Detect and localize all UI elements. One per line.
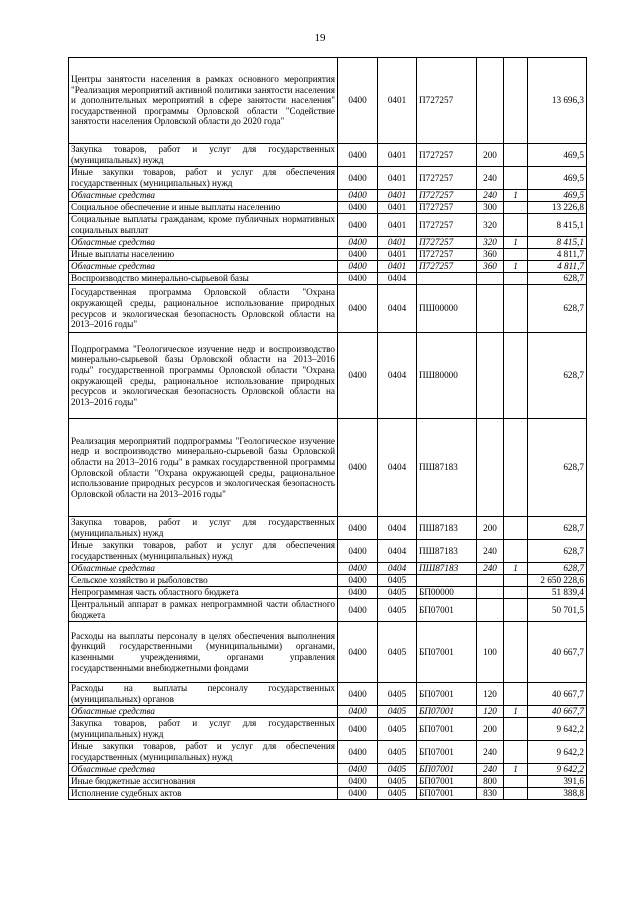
row-name-cell: Областные средства: [69, 237, 338, 249]
row-funding-source: 1: [504, 563, 528, 575]
row-subsection-code: 0405: [378, 776, 417, 788]
row-section-code: 0400: [338, 683, 378, 706]
row-target-article: БП00000: [417, 587, 477, 599]
row-funding-source: 1: [504, 706, 528, 718]
row-amount: 469,5: [528, 144, 587, 167]
table-row: [69, 718, 587, 741]
row-target-article: БП07001: [417, 741, 477, 764]
row-funding-source: 1: [504, 764, 528, 776]
row-target-article: ПШ87183: [417, 540, 477, 563]
row-amount: 9 642,2: [528, 741, 587, 764]
row-section-code: 0400: [338, 58, 378, 144]
row-amount: 628,7: [528, 419, 587, 517]
row-target-article: БП07001: [417, 788, 477, 800]
row-amount: 13 696,3: [528, 58, 587, 144]
row-subsection-code: 0401: [378, 190, 417, 202]
row-section-code: 0400: [338, 237, 378, 249]
page-number: 19: [314, 32, 326, 44]
row-name-cell: Иные закупки товаров, работ и услуг для обеспечения государственных (муниципальных) нужд: [69, 167, 338, 190]
row-subsection-code: 0401: [378, 214, 417, 237]
row-funding-source: [504, 273, 528, 285]
row-name-cell: Иные бюджетные ассигнования: [69, 776, 338, 788]
row-target-article: П727257: [417, 58, 477, 144]
row-name-cell: Иные закупки товаров, работ и услуг для обеспечения государственных (муниципальных) нужд: [69, 741, 338, 764]
row-target-article: П727257: [417, 202, 477, 214]
row-amount: 628,7: [528, 273, 587, 285]
table-row: [69, 683, 587, 706]
table-row: [69, 599, 587, 622]
row-expense-type: 240: [477, 190, 504, 202]
table-row: [69, 517, 587, 540]
table-row: [69, 261, 587, 273]
row-funding-source: [504, 540, 528, 563]
row-funding-source: [504, 622, 528, 683]
row-name-cell: Закупка товаров, работ и услуг для государственных (муниципальных) нужд: [69, 517, 338, 540]
row-section-code: 0400: [338, 718, 378, 741]
row-subsection-code: 0404: [378, 285, 417, 333]
row-target-article: П727257: [417, 237, 477, 249]
row-name-cell: Государственная программа Орловской области "Охрана окружающей среды, рациональное использование природных ресурсов и экологическая безопасность Орловской области на 2013–2016 годы": [69, 285, 338, 333]
row-expense-type: 830: [477, 788, 504, 800]
row-target-article: П727257: [417, 261, 477, 273]
row-name-cell: Социальные выплаты гражданам, кроме публичных нормативных социальных выплат: [69, 214, 338, 237]
row-expense-type: 360: [477, 249, 504, 261]
row-subsection-code: 0405: [378, 575, 417, 587]
row-section-code: 0400: [338, 587, 378, 599]
row-target-article: БП07001: [417, 718, 477, 741]
row-target-article: БП07001: [417, 622, 477, 683]
table-row: [69, 587, 587, 599]
row-name-cell: Центры занятости населения в рамках основного мероприятия "Реализация мероприятий активной политики занятости населения и дополнительных мероприятий в сфере занятости населения" государственной программы Орловской области "Содействие занятости населения Орловской области до 2020 года": [69, 58, 338, 144]
row-amount: 40 667,7: [528, 683, 587, 706]
row-funding-source: [504, 167, 528, 190]
table-row: [69, 764, 587, 776]
table-row: [69, 249, 587, 261]
row-amount: 469,5: [528, 190, 587, 202]
row-name-cell: Исполнение судебных актов: [69, 788, 338, 800]
row-subsection-code: 0405: [378, 741, 417, 764]
table-row: [69, 58, 587, 144]
row-name-cell: Реализация мероприятий подпрограммы "Геологическое изучение недр и воспроизводство минерально-сырьевой базы Орловской области на 2013–2016 годы" в рамках государственной программы Орловской области "Охрана окружающей среды, рациональное использование природных ресурсов и экологическая безопасность Орловской области на 2013–2016 годы": [69, 419, 338, 517]
row-subsection-code: 0404: [378, 273, 417, 285]
row-section-code: 0400: [338, 776, 378, 788]
row-target-article: БП07001: [417, 683, 477, 706]
row-expense-type: 200: [477, 144, 504, 167]
row-amount: 4 811,7: [528, 261, 587, 273]
row-subsection-code: 0405: [378, 622, 417, 683]
row-funding-source: 1: [504, 261, 528, 273]
row-section-code: 0400: [338, 261, 378, 273]
row-funding-source: [504, 776, 528, 788]
row-section-code: 0400: [338, 599, 378, 622]
row-expense-type: [477, 273, 504, 285]
row-funding-source: [504, 285, 528, 333]
row-section-code: 0400: [338, 273, 378, 285]
row-amount: 628,7: [528, 540, 587, 563]
row-amount: 628,7: [528, 517, 587, 540]
row-expense-type: 120: [477, 706, 504, 718]
row-funding-source: [504, 58, 528, 144]
row-name-cell: Областные средства: [69, 563, 338, 575]
row-funding-source: [504, 599, 528, 622]
row-funding-source: [504, 249, 528, 261]
table-row: [69, 540, 587, 563]
table-row: [69, 622, 587, 683]
row-section-code: 0400: [338, 167, 378, 190]
row-section-code: 0400: [338, 419, 378, 517]
row-amount: 40 667,7: [528, 706, 587, 718]
row-target-article: ПШ87183: [417, 419, 477, 517]
row-expense-type: 360: [477, 261, 504, 273]
row-target-article: П727257: [417, 214, 477, 237]
row-expense-type: [477, 333, 504, 419]
row-expense-type: 240: [477, 563, 504, 575]
row-expense-type: 120: [477, 683, 504, 706]
row-subsection-code: 0401: [378, 261, 417, 273]
row-name-cell: Расходы на выплаты персоналу государственных (муниципальных) органов: [69, 683, 338, 706]
row-target-article: ПШ80000: [417, 333, 477, 419]
row-amount: 628,7: [528, 333, 587, 419]
row-amount: 9 642,2: [528, 764, 587, 776]
row-subsection-code: 0404: [378, 517, 417, 540]
row-section-code: 0400: [338, 214, 378, 237]
row-expense-type: 240: [477, 540, 504, 563]
row-amount: 628,7: [528, 563, 587, 575]
row-expense-type: 240: [477, 741, 504, 764]
row-name-cell: Подпрограмма "Геологическое изучение недр и воспроизводство минерально-сырьевой базы Орловской области на 2013–2016 годы" государственной программы Орловской области "Охрана окружающей среды, рациональное использование природных ресурсов и экологическая безопасность Орловской области на 2013–2016 годы": [69, 333, 338, 419]
row-section-code: 0400: [338, 575, 378, 587]
row-amount: 9 642,2: [528, 718, 587, 741]
row-subsection-code: 0405: [378, 764, 417, 776]
row-name-cell: Социальное обеспечение и иные выплаты населению: [69, 202, 338, 214]
row-name-cell: Областные средства: [69, 261, 338, 273]
row-expense-type: 200: [477, 517, 504, 540]
row-expense-type: 320: [477, 214, 504, 237]
budget-table: [68, 57, 587, 800]
row-subsection-code: 0404: [378, 563, 417, 575]
row-name-cell: Сельское хозяйство и рыболовство: [69, 575, 338, 587]
row-name-cell: Областные средства: [69, 190, 338, 202]
row-funding-source: [504, 419, 528, 517]
row-expense-type: 200: [477, 718, 504, 741]
row-name-cell: Центральный аппарат в рамках непрограммной части областного бюджета: [69, 599, 338, 622]
row-expense-type: 240: [477, 764, 504, 776]
row-funding-source: [504, 718, 528, 741]
row-name-cell: Воспроизводство минерально-сырьевой базы: [69, 273, 338, 285]
table-row: [69, 741, 587, 764]
row-expense-type: [477, 419, 504, 517]
row-section-code: 0400: [338, 517, 378, 540]
row-target-article: ПШ87183: [417, 563, 477, 575]
row-funding-source: [504, 683, 528, 706]
row-amount: 391,6: [528, 776, 587, 788]
row-expense-type: [477, 587, 504, 599]
row-expense-type: 800: [477, 776, 504, 788]
table-row: [69, 144, 587, 167]
row-section-code: 0400: [338, 622, 378, 683]
row-target-article: БП07001: [417, 764, 477, 776]
row-expense-type: 240: [477, 167, 504, 190]
row-target-article: ПШ87183: [417, 517, 477, 540]
row-section-code: 0400: [338, 788, 378, 800]
row-funding-source: 1: [504, 237, 528, 249]
row-name-cell: Непрограммная часть областного бюджета: [69, 587, 338, 599]
table-row: [69, 788, 587, 800]
table-row: [69, 419, 587, 517]
row-subsection-code: 0401: [378, 237, 417, 249]
row-section-code: 0400: [338, 540, 378, 563]
row-section-code: 0400: [338, 563, 378, 575]
row-subsection-code: 0401: [378, 144, 417, 167]
row-target-article: БП07001: [417, 706, 477, 718]
row-amount: 40 667,7: [528, 622, 587, 683]
row-amount: 469,5: [528, 167, 587, 190]
row-subsection-code: 0405: [378, 718, 417, 741]
row-expense-type: [477, 285, 504, 333]
row-funding-source: [504, 587, 528, 599]
row-name-cell: Закупка товаров, работ и услуг для государственных (муниципальных) нужд: [69, 144, 338, 167]
table-row: [69, 190, 587, 202]
table-row: [69, 285, 587, 333]
table-row: [69, 273, 587, 285]
row-amount: 51 839,4: [528, 587, 587, 599]
row-funding-source: 1: [504, 190, 528, 202]
row-section-code: 0400: [338, 706, 378, 718]
row-name-cell: Иные выплаты населению: [69, 249, 338, 261]
row-funding-source: [504, 517, 528, 540]
row-target-article: БП07001: [417, 599, 477, 622]
row-amount: 8 415,1: [528, 214, 587, 237]
row-target-article: [417, 273, 477, 285]
table-row: [69, 237, 587, 249]
row-name-cell: Иные закупки товаров, работ и услуг для обеспечения государственных (муниципальных) нужд: [69, 540, 338, 563]
row-funding-source: [504, 202, 528, 214]
row-subsection-code: 0405: [378, 706, 417, 718]
row-subsection-code: 0401: [378, 58, 417, 144]
row-expense-type: 100: [477, 622, 504, 683]
row-amount: 50 701,5: [528, 599, 587, 622]
row-section-code: 0400: [338, 285, 378, 333]
row-expense-type: 300: [477, 202, 504, 214]
row-funding-source: [504, 333, 528, 419]
row-target-article: П727257: [417, 190, 477, 202]
row-section-code: 0400: [338, 333, 378, 419]
row-expense-type: 320: [477, 237, 504, 249]
row-subsection-code: 0404: [378, 540, 417, 563]
row-section-code: 0400: [338, 764, 378, 776]
row-funding-source: [504, 788, 528, 800]
row-name-cell: Областные средства: [69, 706, 338, 718]
row-funding-source: [504, 214, 528, 237]
row-subsection-code: 0405: [378, 788, 417, 800]
row-amount: 13 226,8: [528, 202, 587, 214]
row-name-cell: Расходы на выплаты персоналу в целях обеспечения выполнения функций государственными (муниципальными) органами, казенными учреждениями, органами управления государственными внебюджетными фондами: [69, 622, 338, 683]
table-row: [69, 706, 587, 718]
table-row: [69, 575, 587, 587]
row-target-article: П727257: [417, 167, 477, 190]
row-section-code: 0400: [338, 144, 378, 167]
row-section-code: 0400: [338, 249, 378, 261]
row-funding-source: [504, 144, 528, 167]
table-row: [69, 214, 587, 237]
row-expense-type: [477, 575, 504, 587]
row-section-code: 0400: [338, 202, 378, 214]
table-row: [69, 776, 587, 788]
row-subsection-code: 0405: [378, 587, 417, 599]
row-target-article: БП07001: [417, 776, 477, 788]
row-subsection-code: 0401: [378, 167, 417, 190]
table-row: [69, 167, 587, 190]
table-row: [69, 202, 587, 214]
row-target-article: П727257: [417, 249, 477, 261]
row-amount: 4 811,7: [528, 249, 587, 261]
row-subsection-code: 0401: [378, 202, 417, 214]
row-target-article: [417, 575, 477, 587]
row-subsection-code: 0405: [378, 683, 417, 706]
row-amount: 2 650 228,6: [528, 575, 587, 587]
row-funding-source: [504, 741, 528, 764]
row-funding-source: [504, 575, 528, 587]
row-target-article: ПШ00000: [417, 285, 477, 333]
row-amount: 628,7: [528, 285, 587, 333]
row-section-code: 0400: [338, 741, 378, 764]
row-subsection-code: 0405: [378, 599, 417, 622]
budget-table-body: [69, 58, 587, 800]
row-expense-type: [477, 599, 504, 622]
row-name-cell: Закупка товаров, работ и услуг для государственных (муниципальных) нужд: [69, 718, 338, 741]
table-row: [69, 563, 587, 575]
row-section-code: 0400: [338, 190, 378, 202]
row-amount: 8 415,1: [528, 237, 587, 249]
row-subsection-code: 0404: [378, 333, 417, 419]
row-subsection-code: 0401: [378, 249, 417, 261]
row-expense-type: [477, 58, 504, 144]
row-target-article: П727257: [417, 144, 477, 167]
table-row: [69, 333, 587, 419]
row-subsection-code: 0404: [378, 419, 417, 517]
row-name-cell: Областные средства: [69, 764, 338, 776]
row-amount: 388,8: [528, 788, 587, 800]
